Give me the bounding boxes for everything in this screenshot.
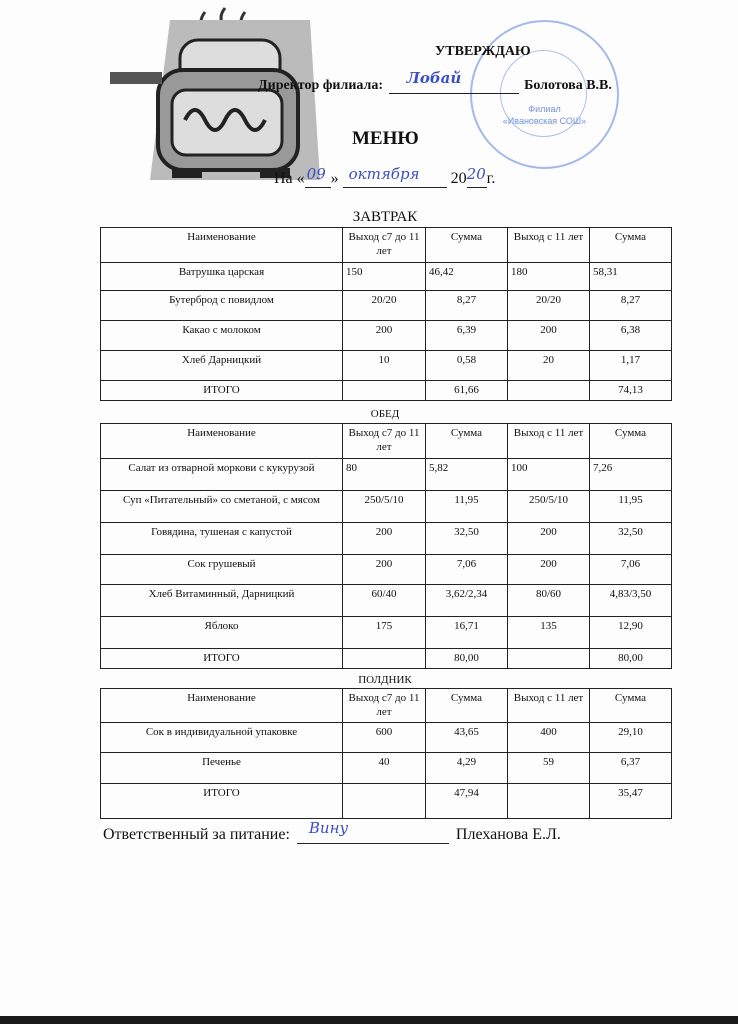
- column-header: Выход с 11 лет: [508, 424, 590, 459]
- table-cell: 80: [343, 459, 426, 491]
- column-header: Выход с 11 лет: [508, 689, 590, 723]
- column-header: Сумма: [590, 424, 672, 459]
- table-cell: 135: [508, 617, 590, 649]
- table-cell: 200: [508, 523, 590, 555]
- table-cell: 32,50: [426, 523, 508, 555]
- table-row: [101, 381, 672, 401]
- director-signature: Лобай: [406, 69, 462, 87]
- table-cell: 200: [343, 321, 426, 351]
- table-cell: 32,50: [590, 523, 672, 555]
- header-row: [101, 424, 672, 459]
- official-stamp: [470, 20, 619, 169]
- table-cell: Салат из отварной моркови с кукурузой: [101, 459, 343, 491]
- table-cell: 10: [343, 351, 426, 381]
- table-cell: 59: [508, 753, 590, 784]
- table-cell: 80/60: [508, 585, 590, 617]
- table-cell: 200: [343, 555, 426, 585]
- table-row: [101, 263, 672, 291]
- table-cell: 7,06: [426, 555, 508, 585]
- director-label: Директор филиала:: [258, 78, 384, 93]
- table-cell: [508, 649, 590, 669]
- table-cell: 8,27: [426, 291, 508, 321]
- table-cell: 1,17: [590, 351, 672, 381]
- table-row: [101, 723, 672, 753]
- table-cell: Сок грушевый: [101, 555, 343, 585]
- section-title-lunch: ОБЕД: [370, 408, 400, 420]
- table-cell: 200: [508, 555, 590, 585]
- page-title: МЕНЮ: [352, 128, 419, 149]
- table-cell: Яблоко: [101, 617, 343, 649]
- table-row: [101, 753, 672, 784]
- table-cell: Говядина, тушеная с капустой: [101, 523, 343, 555]
- approve-heading: УТВЕРЖДАЮ: [435, 44, 531, 59]
- table-cell: [508, 381, 590, 401]
- table-cell: Какао с молоком: [101, 321, 343, 351]
- responsible-line: [103, 819, 561, 844]
- table-cell: 250/5/10: [508, 491, 590, 523]
- date-end: г.: [486, 170, 496, 187]
- column-header: Наименование: [101, 228, 343, 263]
- column-header: Сумма: [426, 424, 508, 459]
- date-prefix: На «: [274, 170, 305, 187]
- snack-table: [100, 688, 672, 819]
- responsible-signature: Вину: [308, 819, 349, 837]
- table-cell: 20/20: [508, 291, 590, 321]
- table-cell: 47,94: [426, 784, 508, 819]
- table-cell: 600: [343, 723, 426, 753]
- table-row: [101, 617, 672, 649]
- table-cell: 60/40: [343, 585, 426, 617]
- table-cell: Ватрушка царская: [101, 263, 343, 291]
- column-header: Сумма: [426, 228, 508, 263]
- responsible-label: Ответственный за питание:: [103, 826, 290, 843]
- table-cell: 4,29: [426, 753, 508, 784]
- table-cell: 180: [508, 263, 590, 291]
- column-header: Выход с 11 лет: [508, 228, 590, 263]
- date-mid: »: [330, 170, 339, 187]
- table-cell: 29,10: [590, 723, 672, 753]
- table-cell: 5,82: [426, 459, 508, 491]
- table-cell: 150: [343, 263, 426, 291]
- table-row: [101, 555, 672, 585]
- table-cell: 8,27: [590, 291, 672, 321]
- column-header: Выход с7 до 11 лет: [343, 424, 426, 459]
- stamp-text: «Ивановская СОШ»: [502, 116, 587, 126]
- table-cell: 35,47: [590, 784, 672, 819]
- table-cell: Хлеб Витаминный, Дарницкий: [101, 585, 343, 617]
- column-header: Выход с7 до 11 лет: [343, 689, 426, 723]
- table-cell: 175: [343, 617, 426, 649]
- breakfast-table: [100, 227, 672, 401]
- lunch-table: [100, 423, 672, 669]
- table-cell: 0,58: [426, 351, 508, 381]
- table-cell: ИТОГО: [101, 784, 343, 819]
- table-cell: 16,71: [426, 617, 508, 649]
- table-row: [101, 321, 672, 351]
- table-cell: 46,42: [426, 263, 508, 291]
- table-cell: Печенье: [101, 753, 343, 784]
- column-header: Выход с7 до 11 лет: [343, 228, 426, 263]
- table-cell: [508, 784, 590, 819]
- table-cell: Суп «Питательный» со сметаной, с мясом: [101, 491, 343, 523]
- stamp-text: Филиал: [528, 104, 561, 114]
- date-year-prefix: 20: [450, 170, 467, 187]
- table-cell: 74,13: [590, 381, 672, 401]
- table-cell: 6,39: [426, 321, 508, 351]
- table-cell: 7,26: [590, 459, 672, 491]
- table-cell: [343, 784, 426, 819]
- table-cell: 11,95: [590, 491, 672, 523]
- table-cell: 7,06: [590, 555, 672, 585]
- table-cell: [343, 381, 426, 401]
- date-month: октября: [348, 165, 420, 183]
- date-year-suffix: 20: [466, 165, 486, 183]
- section-title-breakfast: ЗАВТРАК: [352, 209, 418, 225]
- column-header: Наименование: [101, 424, 343, 459]
- header-row: [101, 228, 672, 263]
- table-cell: 40: [343, 753, 426, 784]
- section-title-snack: ПОЛДНИК: [358, 674, 412, 686]
- director-line: [258, 69, 612, 94]
- column-header: Наименование: [101, 689, 343, 723]
- table-row: [101, 351, 672, 381]
- table-cell: 4,83/3,50: [590, 585, 672, 617]
- table-cell: ИТОГО: [101, 381, 343, 401]
- table-cell: 80,00: [590, 649, 672, 669]
- table-cell: 6,38: [590, 321, 672, 351]
- table-cell: 200: [508, 321, 590, 351]
- table-cell: 61,66: [426, 381, 508, 401]
- table-row: [101, 784, 672, 819]
- table-cell: 11,95: [426, 491, 508, 523]
- table-cell: 3,62/2,34: [426, 585, 508, 617]
- column-header: Сумма: [590, 689, 672, 723]
- table-cell: Бутерброд с повидлом: [101, 291, 343, 321]
- header-row: [101, 689, 672, 723]
- table-row: [101, 459, 672, 491]
- table-row: [101, 491, 672, 523]
- table-row: [101, 291, 672, 321]
- column-header: Сумма: [590, 228, 672, 263]
- director-name: Болотова В.В.: [524, 78, 612, 93]
- table-cell: Хлеб Дарницкий: [101, 351, 343, 381]
- table-cell: 80,00: [426, 649, 508, 669]
- table-row: [101, 649, 672, 669]
- table-row: [101, 523, 672, 555]
- table-cell: 100: [508, 459, 590, 491]
- table-cell: 20/20: [343, 291, 426, 321]
- table-cell: 6,37: [590, 753, 672, 784]
- table-cell: Сок в индивидуальной упаковке: [101, 723, 343, 753]
- table-cell: 200: [343, 523, 426, 555]
- table-cell: 400: [508, 723, 590, 753]
- scan-edge: [0, 1016, 738, 1024]
- responsible-name: Плеханова Е.Л.: [455, 826, 561, 843]
- table-cell: 12,90: [590, 617, 672, 649]
- table-row: [101, 585, 672, 617]
- column-header: Сумма: [426, 689, 508, 723]
- table-cell: 250/5/10: [343, 491, 426, 523]
- table-cell: ИТОГО: [101, 649, 343, 669]
- menu-date: [274, 165, 496, 188]
- table-cell: 58,31: [590, 263, 672, 291]
- date-day: 09: [306, 165, 326, 183]
- table-cell: 20: [508, 351, 590, 381]
- table-cell: 43,65: [426, 723, 508, 753]
- table-cell: [343, 649, 426, 669]
